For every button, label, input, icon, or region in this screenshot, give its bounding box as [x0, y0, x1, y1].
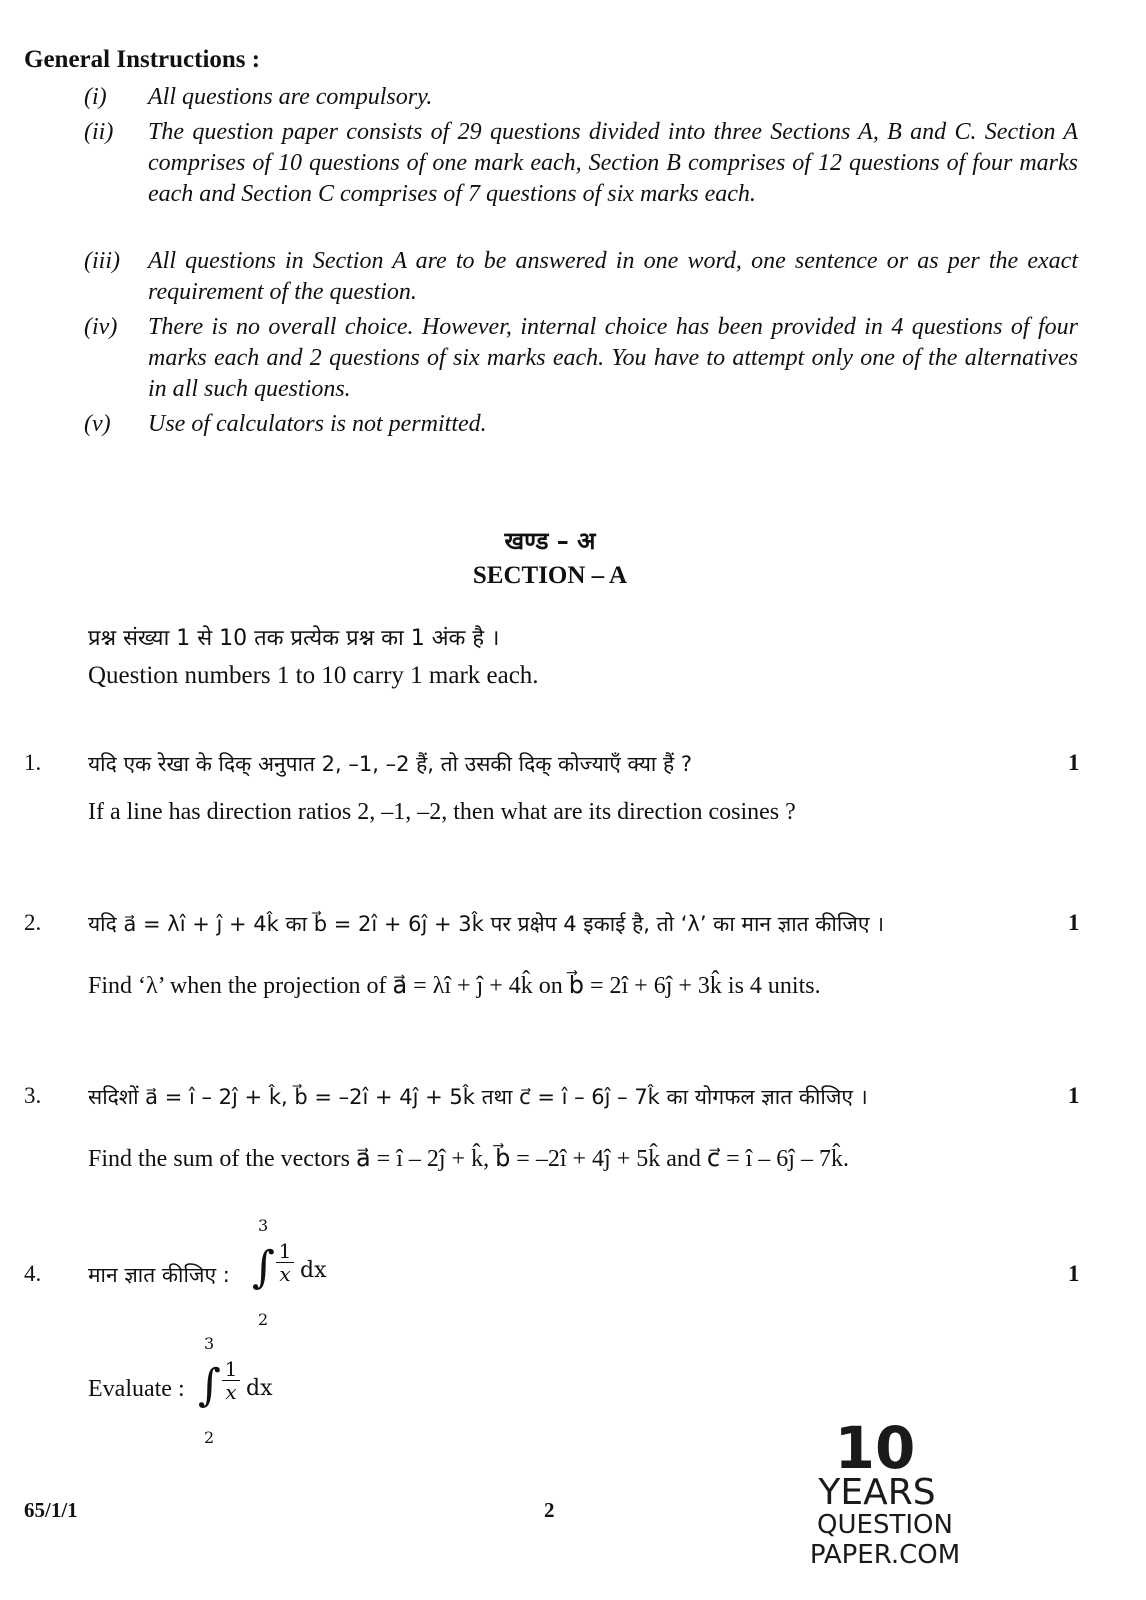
instruction-item [84, 312, 1084, 405]
question-number: 3. [24, 1083, 42, 1108]
integral-fraction [276, 1240, 294, 1285]
integral-lower-limit: 2 [258, 1310, 269, 1329]
instruction-text: There is no overall choice. However, internal choice has been provided in 4 questions of four marks each and 2 questions of six marks each. You have to attempt only one of the alternatives in all such questions. [148, 314, 1078, 402]
page-number: 2 [544, 1498, 555, 1522]
instruction-item [84, 82, 1084, 113]
general-instructions-title: General Instructions : [24, 46, 261, 73]
instruction-item [84, 246, 1084, 308]
question-text-hindi: मान ज्ञात कीजिए : [88, 1263, 230, 1287]
question-number: 2. [24, 910, 42, 935]
instruction-text: All questions are compulsory. [148, 84, 433, 110]
integral-upper-limit: 3 [258, 1216, 269, 1235]
fraction-denominator: x [225, 1380, 237, 1404]
paper-code: 65/1/1 [24, 1498, 78, 1522]
instruction-number: (ii) [84, 119, 114, 145]
watermark-logo [740, 1414, 1030, 1570]
instruction-text: Use of calculators is not permitted. [148, 411, 487, 437]
section-note-hindi: प्रश्न संख्या 1 से 10 तक प्रत्येक प्रश्न का 1 अंक है । [88, 626, 500, 651]
instruction-number: (iii) [84, 248, 120, 274]
instruction-number: (v) [84, 411, 111, 437]
section-note-english: Question numbers 1 to 10 carry 1 mark each. [88, 662, 539, 689]
question-marks: 1 [1068, 910, 1080, 935]
integral-sign-icon: ∫ [252, 1242, 275, 1293]
watermark-line-1: 10 [834, 1414, 916, 1482]
fraction-numerator: 1 [222, 1358, 240, 1381]
question-marks: 1 [1068, 1083, 1080, 1108]
integral-upper-limit: 3 [204, 1334, 215, 1353]
integral-expression [198, 1334, 288, 1452]
question-text-hindi: यदि एक रेखा के दिक् अनुपात 2, –1, –2 हैं, तो उसकी दिक् कोज्याएँ क्या हैं ? [88, 752, 693, 776]
instruction-item [84, 409, 1084, 440]
integral-differential: dx [300, 1258, 327, 1283]
question-text-english: If a line has direction ratios 2, –1, –2, then what are its direction cosines ? [88, 799, 796, 825]
question-number: 1. [24, 750, 42, 775]
question-text-english: Find the sum of the vectors a⃗ = î – 2ĵ + k̂, b⃗ = –2î + 4ĵ + 5k̂ and c⃗ = î – 6ĵ – 7k̂. [88, 1146, 849, 1172]
instruction-number: (i) [84, 84, 107, 110]
integral-lower-limit: 2 [204, 1428, 215, 1447]
integral-expression [252, 1216, 342, 1334]
instruction-number: (iv) [84, 314, 118, 340]
integral-sign-icon: ∫ [198, 1360, 221, 1411]
integral-differential: dx [246, 1376, 273, 1401]
question-number: 4. [24, 1261, 42, 1286]
fraction-denominator: x [279, 1262, 291, 1286]
question-text-english: Evaluate : [88, 1376, 185, 1402]
section-title-hindi: खण्ड – अ [504, 527, 596, 555]
question-marks: 1 [1068, 750, 1080, 775]
instruction-text: The question paper consists of 29 questions divided into three Sections A, B and C. Section A comprises of 10 questions of one mark each, Section B comprises of 12 questions of four marks each and Section C comprises of 7 questions of six marks each. [148, 119, 1078, 207]
watermark-line-3: QUESTION PAPER.COM [809, 1510, 961, 1570]
fraction-numerator: 1 [276, 1240, 294, 1263]
instruction-item [84, 117, 1084, 241]
question-text-hindi: यदि a⃗ = λî + ĵ + 4k̂ का b⃗ = 2î + 6ĵ + 3k̂ पर प्रक्षेप 4 इकाई है, तो ‘λ’ का मान ज्ञात कीजिए । [88, 912, 885, 936]
section-title-english: SECTION – A [472, 562, 628, 589]
watermark-line-2: YEARS [818, 1472, 936, 1513]
instruction-text: All questions in Section A are to be answered in one word, one sentence or as per the exact requirement of the question. [148, 248, 1078, 305]
question-text-english: Find ‘λ’ when the projection of a⃗ = λî + ĵ + 4k̂ on b⃗ = 2î + 6ĵ + 3k̂ is 4 units. [88, 973, 821, 999]
question-marks: 1 [1068, 1261, 1080, 1286]
integral-fraction [222, 1358, 240, 1403]
question-text-hindi: सदिशों a⃗ = î – 2ĵ + k̂, b⃗ = –2î + 4ĵ + 5k̂ तथा c⃗ = î – 6ĵ – 7k̂ का योगफल ज्ञात कीजिए । [88, 1085, 868, 1109]
